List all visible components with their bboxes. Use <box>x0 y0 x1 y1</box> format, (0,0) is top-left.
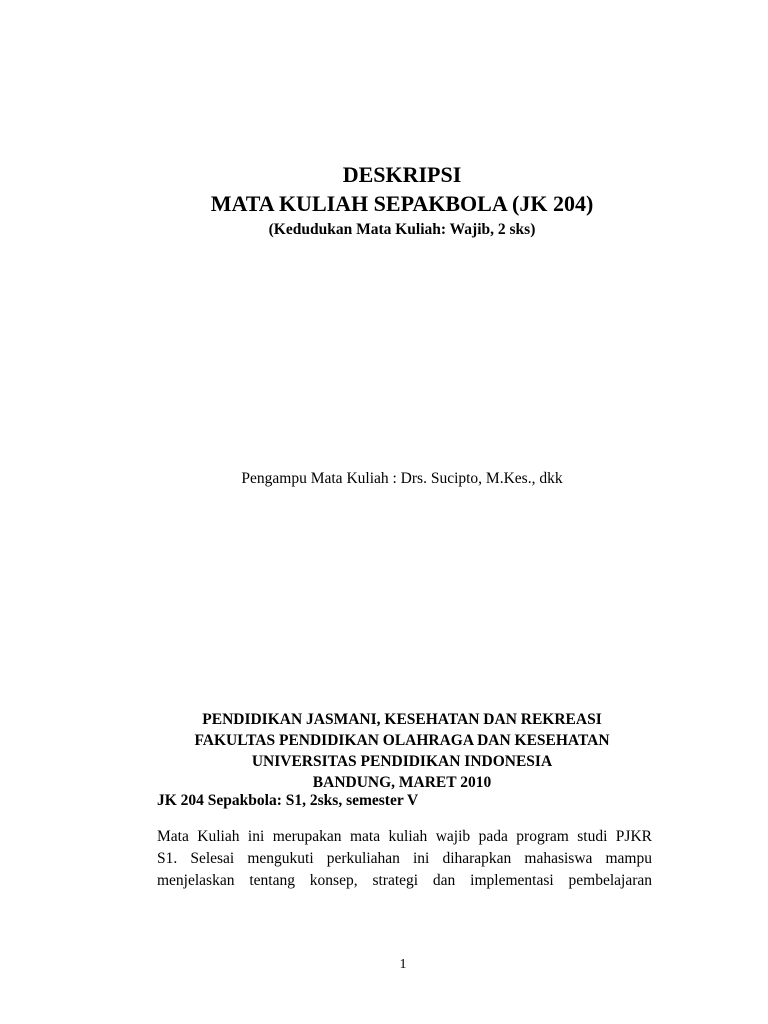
faculty-name: FAKULTAS PENDIDIKAN OLAHRAGA DAN KESEHATAN <box>194 732 610 749</box>
course-status-subtitle: (Kedudukan Mata Kuliah: Wajib, 2 sks) <box>268 221 536 238</box>
department-name: PENDIDIKAN JASMANI, KESEHATAN DAN REKREASI <box>202 711 602 728</box>
document-title: DESKRIPSI <box>342 162 462 187</box>
course-description <box>157 826 652 892</box>
place-date: BANDUNG, MARET 2010 <box>312 774 492 791</box>
lecturer-line: Pengampu Mata Kuliah : Drs. Sucipto, M.Kes., dkk <box>241 470 563 487</box>
description-line: menjelaskan tentang konsep, strategi dan implementasi pembelajaran <box>157 872 652 889</box>
university-name: UNIVERSITAS PENDIDIKAN INDONESIA <box>251 753 553 770</box>
page-number: 1 <box>399 957 407 972</box>
title-block <box>0 160 768 240</box>
institution-block <box>0 709 768 793</box>
description-line: Mata Kuliah ini merupakan mata kuliah wajib pada program studi PJKR <box>157 828 652 845</box>
course-title: MATA KULIAH SEPAKBOLA (JK 204) <box>210 191 594 216</box>
course-code-heading: JK 204 Sepakbola: S1, 2sks, semester V <box>157 792 419 809</box>
description-line: S1. Selesai mengukuti perkuliahan ini diharapkan mahasiswa mampu <box>157 850 652 867</box>
